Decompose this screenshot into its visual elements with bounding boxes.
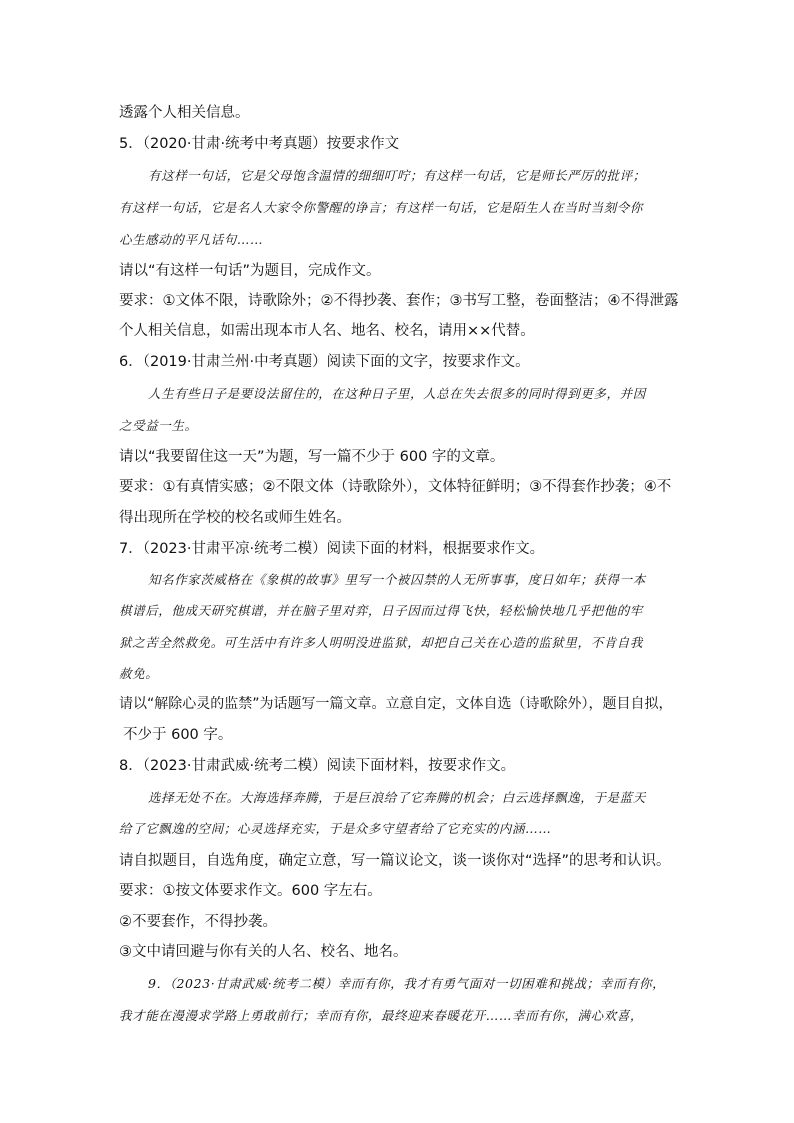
quote-line: 棋谱后，他成天研究棋谱，并在脑子里对弈，日子因而过得飞快，轻松愉快地几乎把他的牢 [119,603,644,618]
instruction-line: 请以“我要留住这一天”为题，写一篇不少于 600 字的文章。 [119,449,505,465]
instruction-line: 请以“解除心灵的监禁”为话题写一篇文章。立意自定，文体自选（诗歌除外），题目自拟， [119,696,673,712]
quote-line: 心生感动的平凡话句…… [119,232,264,247]
quote-line: 人生有些日子是要设法留住的，在这种日子里，人总在失去很多的同时得到更多，并因 [148,386,646,401]
quote-line: 给了它飘逸的空间；心灵选择充实，于是众多守望者给了它充实的内涵…… [119,821,552,836]
requirement-line: ②不要套作，不得抄袭。 [119,914,277,930]
requirement-line: 要求：①文体不限，诗歌除外；②不得抄袭、套作；③书写工整，卷面整洁；④不得泄露 [119,293,679,309]
question-7-heading: 7．（2023·甘肃平凉·统考二模）阅读下面的材料，根据要求作文。 [119,541,545,557]
requirement-line: ③文中请回避与你有关的人名、校名、地名。 [119,944,408,960]
instruction-line: 请自拟题目，自选角度，确定立意，写一篇议论文，谈一谈你对“选择”的思考和认识。 [119,853,671,869]
requirement-line: 得出现所在学校的校名或师生姓名。 [119,510,351,526]
question-9-heading: 9．（2023·甘肃武威·统考二模）幸而有你，我才有勇气面对一切困难和挑战；幸而有你， [148,976,666,991]
quote-line: 狱之苦全然救免。可生活中有许多人明明没进监狱，却把自己关在心造的监狱里，不肯自我 [119,635,644,650]
question-6-heading: 6．（2019·甘肃兰州·中考真题）阅读下面的文字，按要求作文。 [119,354,530,370]
question-5-heading: 5．（2020·甘肃·统考中考真题）按要求作文 [119,136,400,152]
quote-line: 有这样一句话，它是父母饱含温情的细细叮咛；有这样一句话，它是师长严厉的批评； [148,168,646,183]
instruction-line: 请以“有这样一句话”为题目，完成作文。 [119,263,381,279]
quote-line: 之受益一生。 [119,418,198,433]
text-line: 透露个人相关信息。 [119,105,250,121]
quote-line: 我才能在漫漫求学路上勇敢前行；幸而有你，最终迎来春暖花开……幸而有你，满心欢喜， [119,1008,644,1023]
quote-line: 知名作家茨威格在《象棋的故事》里写一个被囚禁的人无所事事，度日如年；获得一本 [148,572,646,587]
quote-line: 赦免。 [119,666,159,681]
requirement-line: 个人相关信息，如需出现本市人名、地名、校名，请用××代替。 [119,323,535,339]
quote-line: 有这样一句话，它是名人大家令你警醒的诤言；有这样一句话，它是陌生人在当时当刻令你 [119,200,644,215]
requirement-line: 要求：①有真情实感；②不限文体（诗歌除外），文体特征鲜明；③不得套作抄袭；④不 [119,479,672,495]
quote-line: 选择无处不在。大海选择奔腾，于是巨浪给了它奔腾的机会；白云选择飘逸，于是蓝天 [148,790,646,805]
requirement-line: 要求：①按文体要求作文。600 字左右。 [119,883,382,899]
instruction-line: 不少于 600 字。 [123,727,233,743]
question-8-heading: 8．（2023·甘肃武威·统考二模）阅读下面材料，按要求作文。 [119,758,516,774]
